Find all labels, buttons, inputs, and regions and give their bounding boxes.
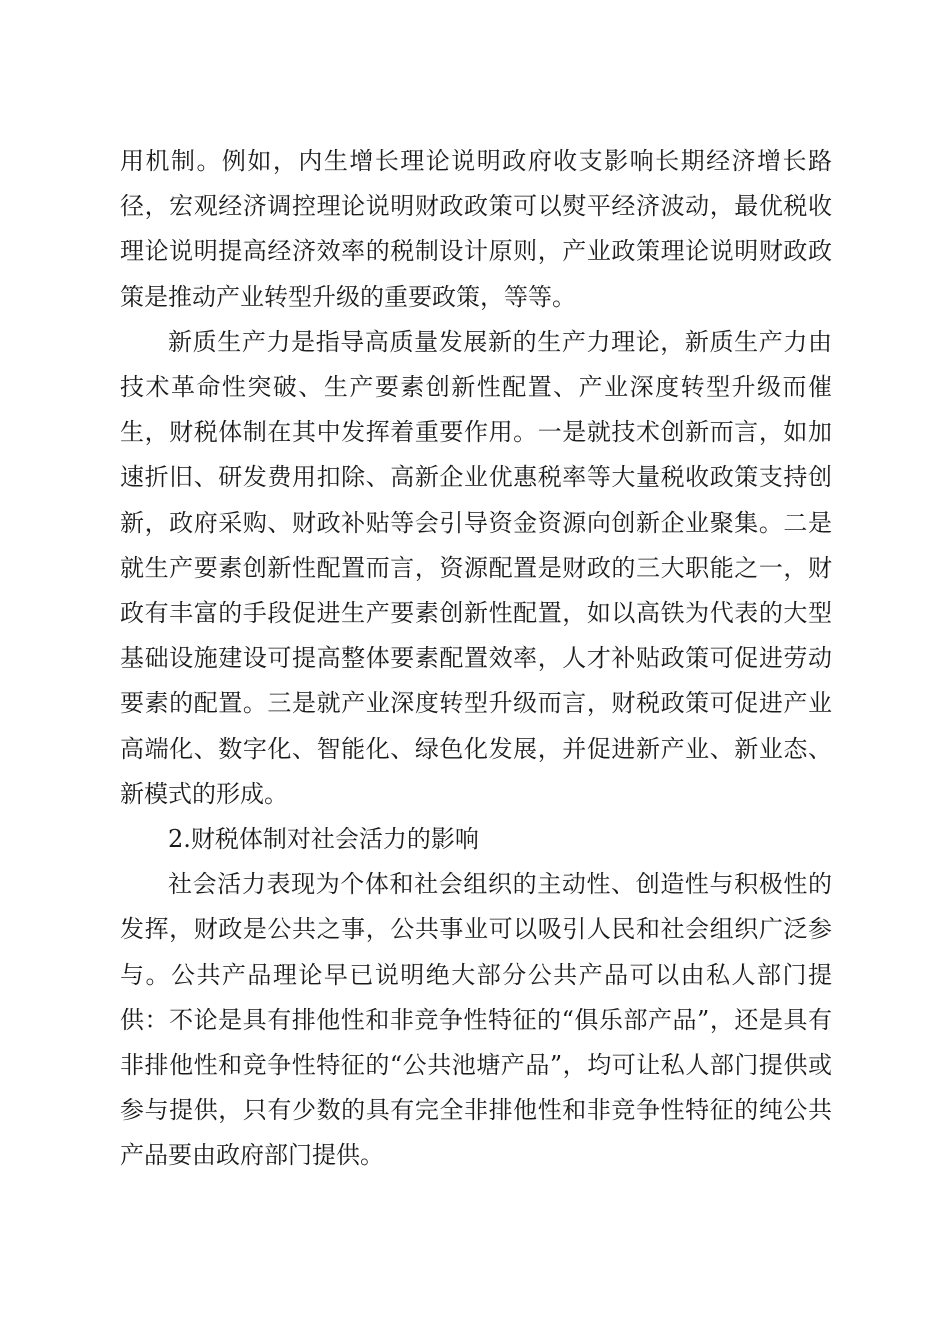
paragraph-continuation: 用机制。例如，内生增长理论说明政府收支影响长期经济增长路径，宏观经济调控理论说明财政政策可以熨平经济波动，最优税收理论说明提高经济效率的税制设计原则，产业政策理论说明财政政策是推动产业转型升级的重要政策，等等。 [120,147,832,311]
paragraph-new-productivity: 新质生产力是指导高质量发展新的生产力理论，新质生产力由技术革命性突破、生产要素创新性配置、产业深度转型升级而催生，财税体制在其中发挥着重要作用。一是就技术创新而言，如加速折旧、研发费用扣除、高新企业优惠税率等大量税收政策支持创新，政府采购、财政补贴等会引导资金资源向创新企业聚集。二是就生产要素创新性配置而言，资源配置是财政的三大职能之一，财政有丰富的手段促进生产要素创新性配置，如以高铁为代表的大型基础设施建设可提高整体要素配置效率，人才补贴政策可促进劳动要素的配置。三是就产业深度转型升级而言，财税政策可促进产业高端化、数字化、智能化、绿色化发展，并促进新产业、新业态、新模式的形成。 [120,327,832,808]
paragraph-social-vitality: 社会活力表现为个体和社会组织的主动性、创造性与积极性的发挥，财政是公共之事，公共事业可以吸引人民和社会组织广泛参与。公共产品理论早已说明绝大部分公共产品可以由私人部门提供：不论是具有排他性和非竞争性特征的“俱乐部产品”，还是具有非排他性和竞争性特征的“公共池塘产品”，均可让私人部门提供或参与提供，只有少数的具有完全非排他性和非竞争性特征的纯公共产品要由政府部门提供。 [120,870,832,1170]
body-text [120,139,832,1179]
section-heading: 2.财税体制对社会活力的影响 [168,825,479,854]
